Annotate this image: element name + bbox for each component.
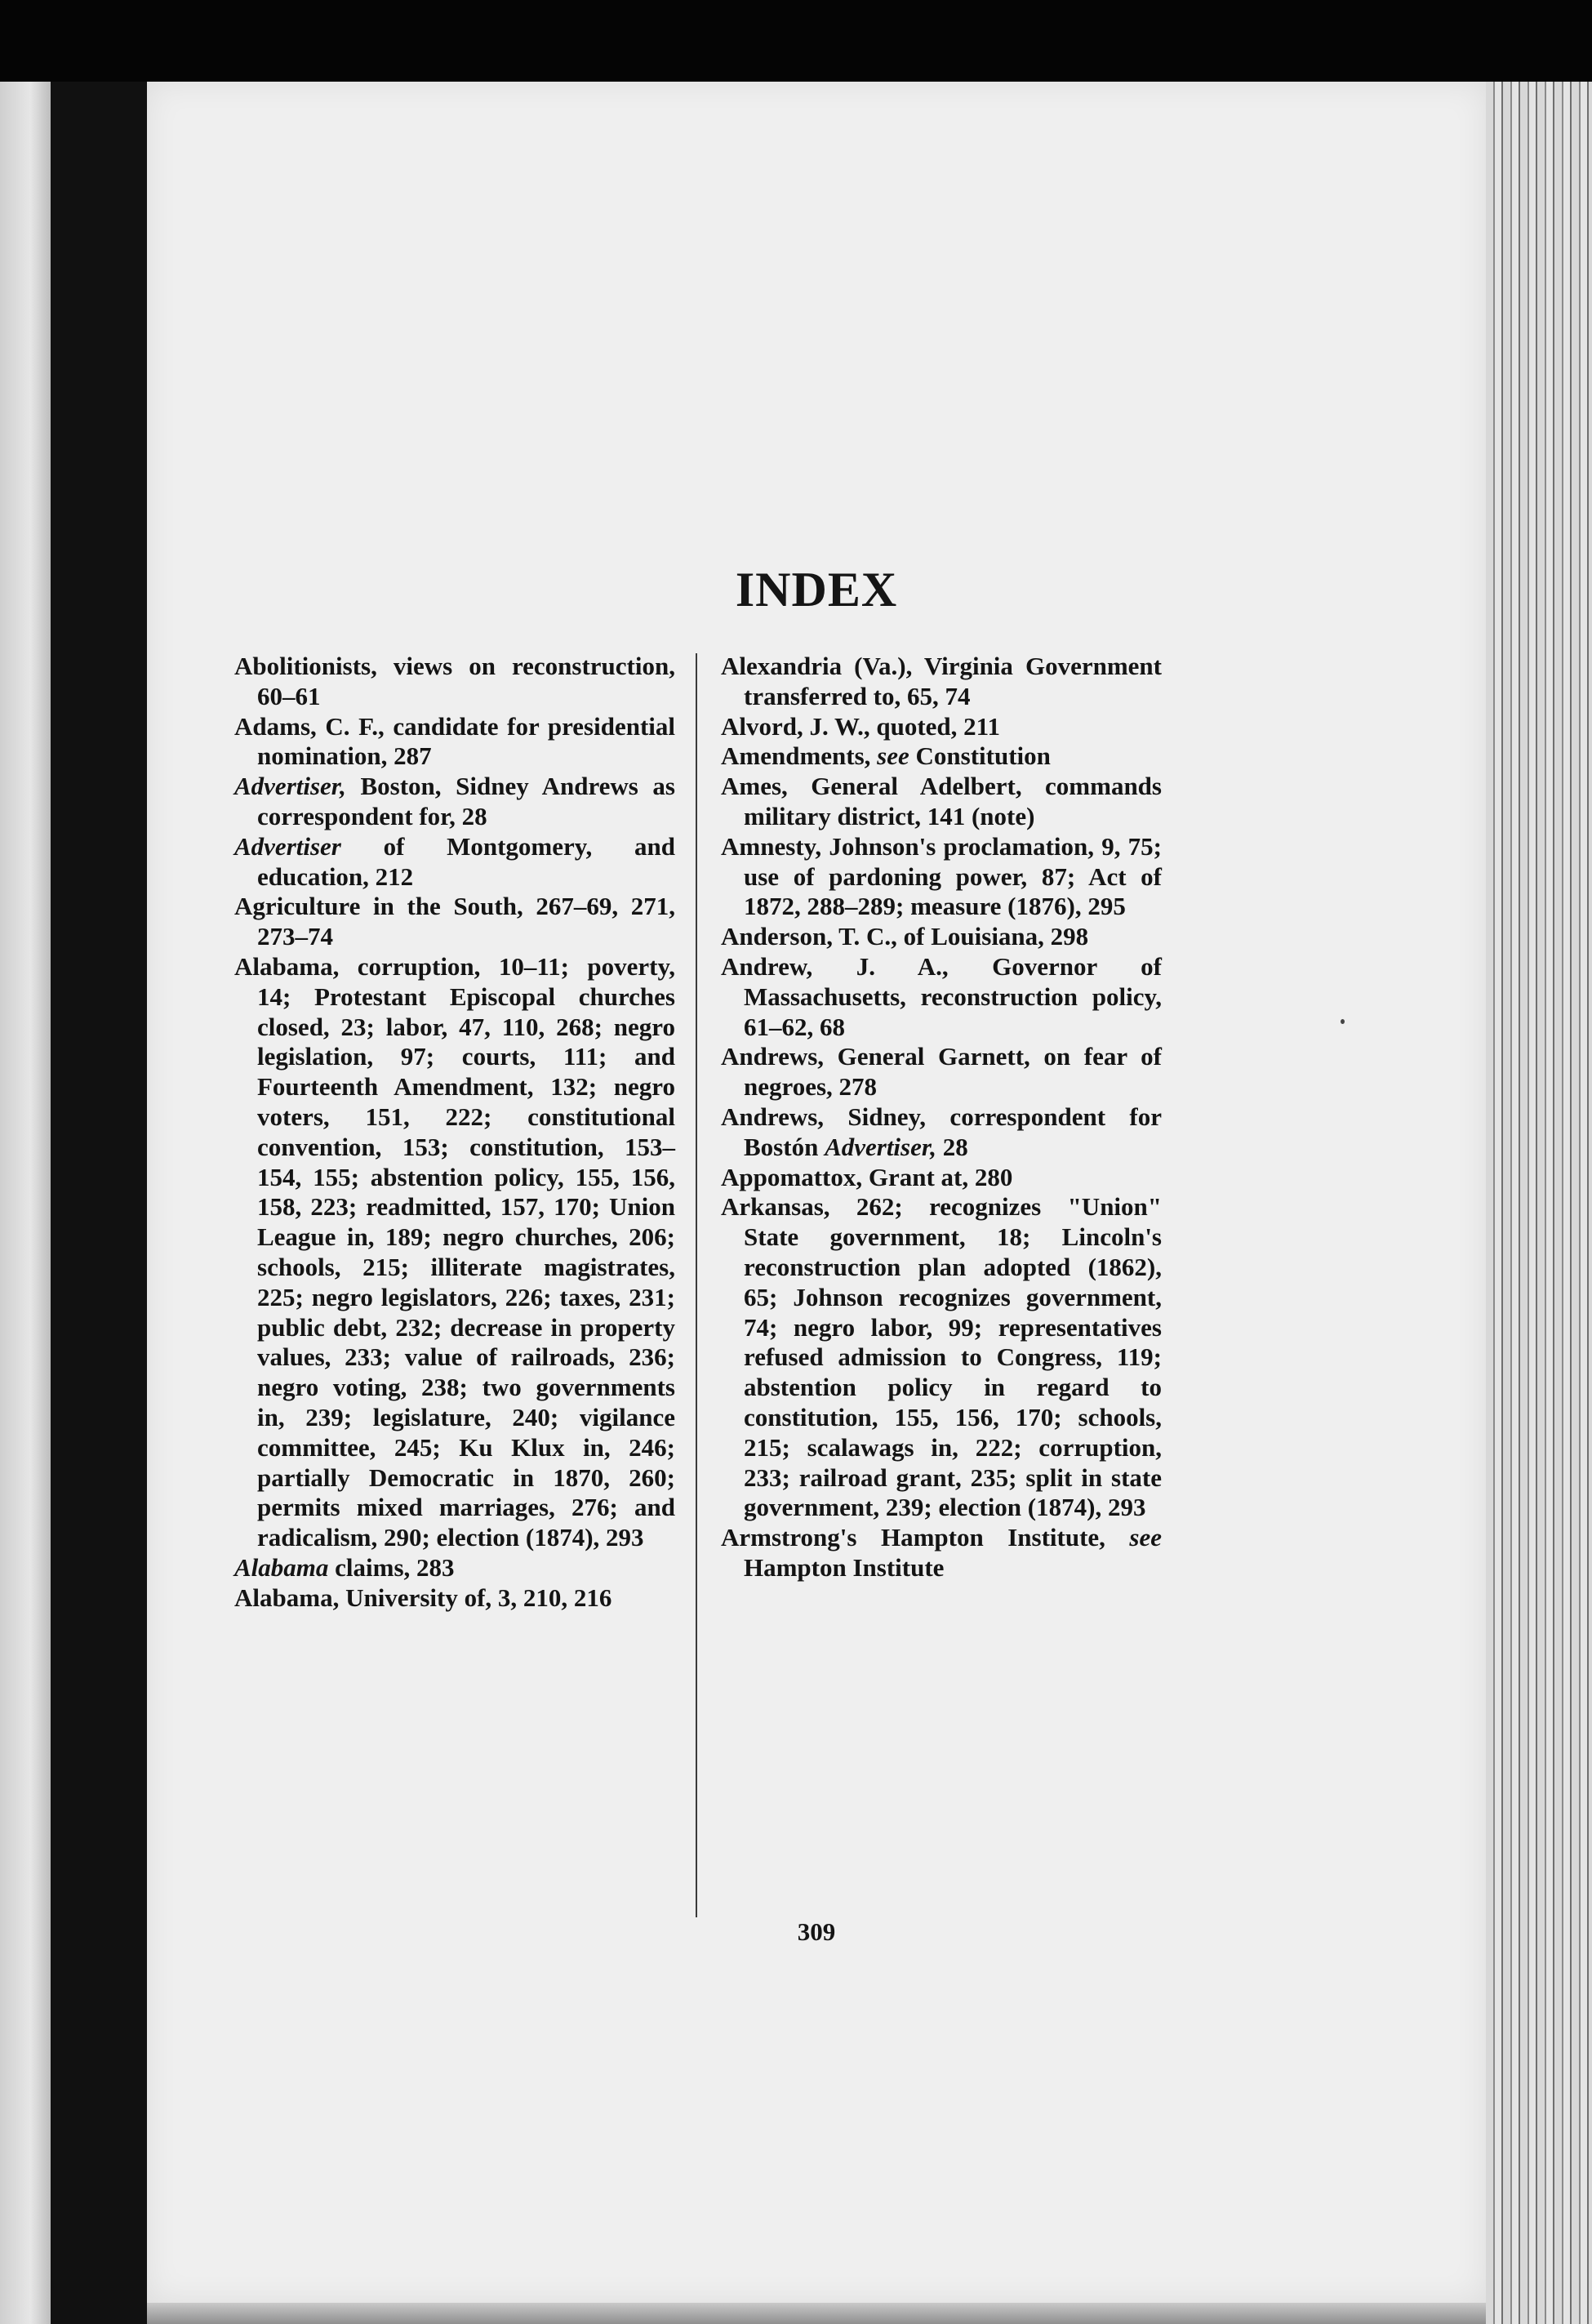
index-entry: Abolitionists, views on reconstruction, 60–61 (234, 652, 675, 710)
book-page (147, 82, 1486, 2303)
index-entry: Amnesty, Johnson's proclamation, 9, 75; use of pardoning power, 87; Act of 1872, 288–289; measure (1876), 295 (721, 831, 1162, 921)
index-column-right (721, 652, 1162, 1583)
book-gutter (51, 82, 147, 2324)
scan-top-border (0, 0, 1592, 82)
index-entry: Andrew, J. A., Governor of Massachusetts, reconstruction policy, 61–62, 68 (721, 951, 1162, 1041)
index-entry: Andrews, Sidney, correspondent for Bostón Advertiser, 28 (721, 1102, 1162, 1161)
index-entry: Amendments, see Constitution (721, 741, 1051, 771)
index-entry: Advertiser of Montgomery, and education, 212 (234, 831, 675, 891)
index-entry: Advertiser, Boston, Sidney Andrews as correspondent for, 28 (234, 772, 675, 830)
column-divider (696, 653, 697, 1917)
index-entry: Alexandria (Va.), Virginia Government transferred to, 65, 74 (721, 652, 1162, 710)
index-entry: Alabama, corruption, 10–11; poverty, 14; Protestant Episcopal churches closed, 23; labor, 47, 110, 268; negro legislation, 97; courts, 111; and Fourteenth Amendment, 132; negro voters, 151, 222; constitutional convention, 153; constitution, 153–154, 155; abstention policy, 155, 156, 158, 223; readmitted, 157, 170; Union League in, 189; negro churches, 206; schools, 215; illiterate magistrates, 225; negro legislators, 226; taxes, 231; public debt, 232; decrease in property values, 233; value of railroads, 236; negro voting, 238; two governments in, 239; legislature, 240; vigilance committee, 245; Ku Klux in, 246; partially Democratic in 1870, 260; permits mixed marriages, 276; and radicalism, 290; election (1874), 293 (234, 951, 675, 1552)
scan-bottom-border (147, 2303, 1486, 2324)
index-entry: Armstrong's Hampton Institute, see Hampton Institute (721, 1523, 1162, 1582)
index-entry: Alabama claims, 283 (234, 1552, 455, 1582)
ink-speck (1341, 1019, 1345, 1024)
index-entry: Ames, General Adelbert, commands military district, 141 (note) (721, 772, 1162, 830)
page-stack-edges (1486, 82, 1592, 2324)
page-number: 309 (797, 1917, 836, 1946)
index-entry: Andrews, General Garnett, on fear of negroes, 278 (721, 1042, 1162, 1102)
index-column-left (234, 652, 675, 1614)
index-entry: Appomattox, Grant at, 280 (721, 1162, 1013, 1191)
index-entry: Agriculture in the South, 267–69, 271, 273–74 (234, 892, 675, 951)
index-entry: Anderson, T. C., of Louisiana, 298 (721, 922, 1089, 951)
page-title: INDEX (735, 563, 898, 617)
facing-page-edge (0, 82, 51, 2324)
index-entry: Alabama, University of, 3, 210, 216 (234, 1583, 612, 1612)
index-entry: Adams, C. F., candidate for presidential nomination, 287 (234, 711, 675, 771)
index-entry: Arkansas, 262; recognizes "Union" State government, 18; Lincoln's reconstruction plan adopted (1862), 65; Johnson recognizes government, 74; negro labor, 99; representatives refused admission to Congress, 119; abstention policy in regard to constitution, 155, 156, 170; schools, 215; scalawags in, 222; corruption, 233; railroad grant, 235; split in state government, 239; election (1874), 293 (721, 1192, 1162, 1522)
index-entry: Alvord, J. W., quoted, 211 (721, 711, 1000, 741)
